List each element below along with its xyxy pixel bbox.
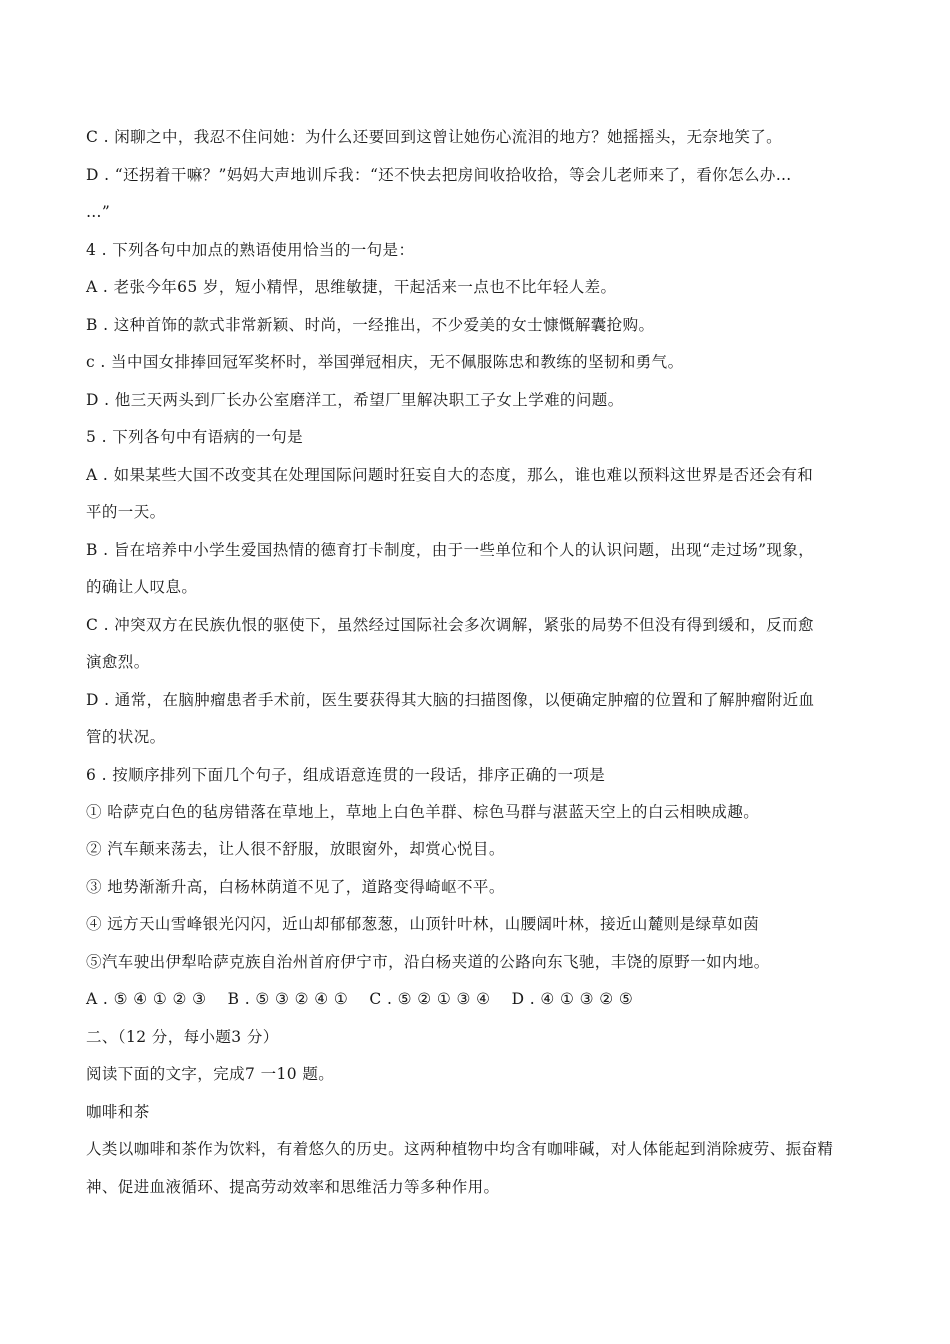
option-5a: A . 如果某些大国不改变其在处理国际问题时狂妄自大的态度，那么，谁也难以预料这世界是否还会有和 <box>86 466 814 484</box>
passage-title: 咖啡和茶 <box>86 1103 150 1121</box>
option-5d: D . 通常，在脑肿瘤患者手术前，医生要获得其大脑的扫描图像，以便确定肿瘤的位置和了解肿瘤附近血 <box>86 691 815 709</box>
passage-paragraph-line-2: 神、促进血液循环、提高劳动效率和思维活力等多种作用。 <box>86 1178 500 1196</box>
option-4b: B . 这种首饰的款式非常新颖、时尚，一经推出，不少爱美的女士慷慨解囊抢购。 <box>86 316 655 334</box>
option-5c-continued: 演愈烈。 <box>86 653 150 671</box>
option-4c: c . 当中国女排捧回冠军奖杯时，举国弹冠相庆，无不佩服陈忠和教练的坚韧和勇气。 <box>86 353 684 371</box>
option-5b: B . 旨在培养中小学生爱国热情的德育打卡制度，由于一些单位和个人的认识问题，出现“走过场”现象， <box>86 541 815 559</box>
sentence-1: ① 哈萨克白色的毡房错落在草地上，草地上白色羊群、棕色马群与湛蓝天空上的白云相映成趣。 <box>86 803 760 821</box>
question-4-stem: 4 . 下列各句中加点的熟语使用恰当的一句是： <box>86 241 415 259</box>
option-3d: D . “还拐着干嘛？”妈妈大声地训斥我：“还不快去把房间收拾收拾，等会儿老师来了，看你怎么办… <box>86 166 792 184</box>
question-6-options: A . ⑤ ④ ① ② ③ B . ⑤ ③ ② ④ ① C . ⑤ ② ① ③ ④ D . ④ ① ③ ② ⑤ <box>86 990 634 1008</box>
option-5d-continued: 管的状况。 <box>86 728 166 746</box>
passage-paragraph-line-1: 人类以咖啡和茶作为饮料，有着悠久的历史。这两种植物中均含有咖啡碱，对人体能起到消除疲劳、振奋精 <box>86 1140 834 1158</box>
question-6-stem: 6 . 按顺序排列下面几个句子，组成语意连贯的一段话，排序正确的一项是 <box>86 766 606 784</box>
reading-instruction: 阅读下面的文字，完成7 一10 题。 <box>86 1065 335 1083</box>
option-4a: A . 老张今年65 岁，短小精悍，思维敏捷，干起活来一点也不比年轻人差。 <box>86 278 617 296</box>
option-5b-continued: 的确让人叹息。 <box>86 578 198 596</box>
option-3c: C . 闲聊之中，我忍不住问她：为什么还要回到这曾让她伤心流泪的地方？她摇摇头，无奈地笑了。 <box>86 128 783 146</box>
option-4d: D . 他三天两头到厂长办公室磨洋工，希望厂里解决职工子女上学难的问题。 <box>86 391 624 409</box>
option-5c: C . 冲突双方在民族仇恨的驱使下，虽然经过国际社会多次调解，紧张的局势不但没有得到缓和，反而愈 <box>86 616 814 634</box>
sentence-3: ③ 地势渐渐升高，白杨林荫道不见了，道路变得崎岖不平。 <box>86 878 505 896</box>
sentence-2: ② 汽车颠来荡去，让人很不舒服，放眼窗外，却赏心悦目。 <box>86 840 505 858</box>
option-3d-continued: …” <box>86 203 111 221</box>
sentence-4: ④ 远方天山雪峰银光闪闪，近山却郁郁葱葱，山顶针叶林，山腰阔叶林，接近山麓则是绿草如茵 <box>86 915 760 933</box>
sentence-5: ⑤汽车驶出伊犁哈萨克族自治州首府伊宁市，沿白杨夹道的公路向东飞驰，丰饶的原野一如内地。 <box>86 953 770 971</box>
section-2-heading: 二、（12 分，每小题3 分） <box>86 1028 279 1046</box>
option-5a-continued: 平的一天。 <box>86 503 166 521</box>
question-5-stem: 5 . 下列各句中有语病的一句是 <box>86 428 304 446</box>
